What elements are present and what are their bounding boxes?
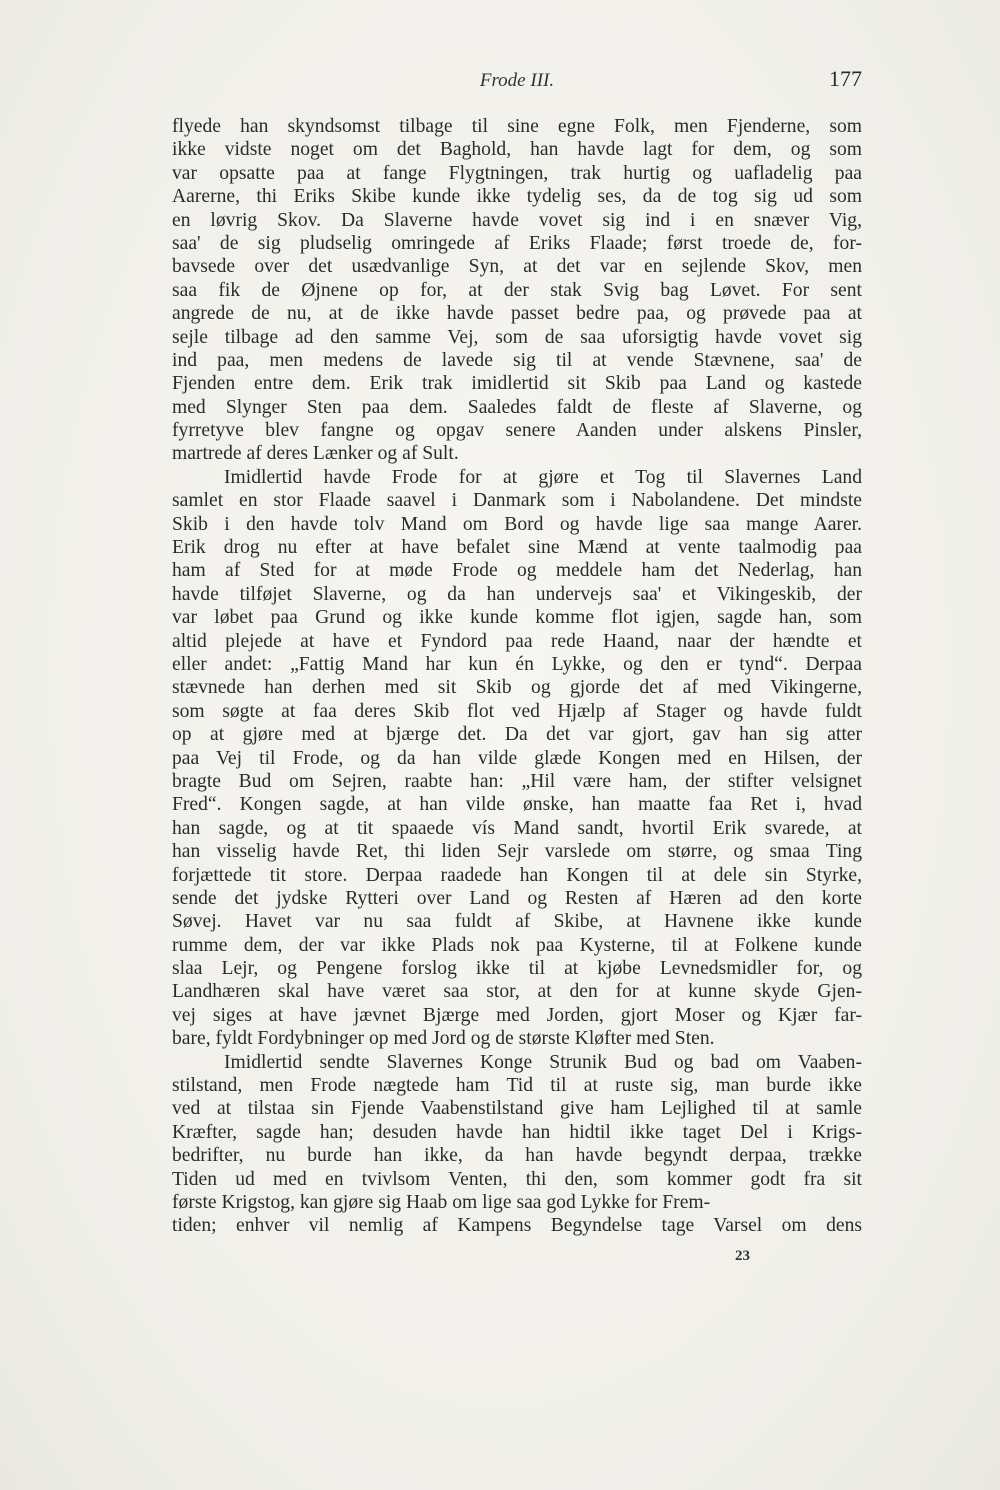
text-line: ham af Sted for at møde Frode og meddele ham det Nederlag, han — [172, 560, 862, 582]
text-line: første Krigstog, kan gjøre sig Haab om lige saa god Lykke for Frem- — [172, 1191, 711, 1213]
text-line: vej siges at have jævnet Bjærge med Jorden, gjort Moser og Kjær far- — [172, 1004, 862, 1026]
text-line: op at gjøre med at bjærge det. Da det var gjort, gav han sig atter — [172, 724, 862, 746]
text-line: bedrifter, nu burde han ikke, da han havde begyndt derpaa, trække — [172, 1145, 862, 1167]
text-line: sejle tilbage ad den samme Vej, som de saa uforsigtig havde vovet sig — [172, 326, 862, 348]
text-line: martrede af deres Lænker og af Sult. — [172, 443, 459, 465]
text-line: stævnede han derhen med sit Skib og gjorde det af med Vikingerne, — [172, 677, 862, 699]
text-line: flyede han skyndsomst tilbage til sine egne Folk, men Fjenderne, som — [172, 116, 862, 137]
text-line: saa' de sig pludselig omringede af Eriks Flaade; først troede de, for- — [172, 232, 862, 254]
text-line: med Slynger Sten paa dem. Saaledes faldt de fleste af Slaverne, og — [172, 396, 862, 418]
page-number: 177 — [829, 66, 862, 91]
body-text — [172, 115, 862, 1238]
text-line: Imidlertid havde Frode for at gjøre et Tog til Slavernes Land — [224, 466, 862, 488]
text-line: Imidlertid sendte Slavernes Konge Strunik Bud og bad om Vaaben- — [224, 1051, 862, 1073]
text-line: var opsatte paa at fange Flygtningen, trak hurtig og uafladelig paa — [172, 162, 862, 184]
running-head — [172, 66, 862, 96]
text-line: Fjenden entre dem. Erik trak imidlertid sit Skib paa Land og kastede — [172, 373, 862, 395]
text-line: paa Vej til Frode, og da han vilde glæde Kongen med en Hilsen, der — [172, 747, 862, 769]
text-line: ind paa, men medens de lavede sig til at vende Stævnene, saa' de — [172, 349, 862, 371]
text-line: angrede de nu, at de ikke havde passet bedre paa, og prøvede paa at — [172, 303, 862, 325]
text-line: forjættede tit store. Derpaa raadede han Kongen til at dele sin Styrke, — [172, 864, 862, 886]
text-line: slaa Lejr, og Pengene forslog ikke til at kjøbe Levnedsmidler for, og — [172, 958, 862, 980]
text-line: Aarerne, thi Eriks Skibe kunde ikke tydelig ses, da de tog sig ud som — [172, 186, 862, 208]
text-line: han sagde, og at tit spaaede vís Mand sandt, hvortil Erik svarede, at — [172, 817, 862, 839]
text-line: bragte Bud om Sejren, raabte han: „Hil være ham, der stifter velsignet — [172, 770, 862, 792]
text-line: bavsede over det usædvanlige Syn, at det var en sejlende Skov, men — [172, 256, 862, 278]
text-line: saa fik de Øjnene op for, at der stak Svig bag Løvet. For sent — [172, 279, 862, 301]
text-line: samlet en stor Flaade saavel i Danmark som i Nabolandene. Det mindste — [172, 490, 862, 512]
text-line: Erik drog nu efter at have befalet sine Mænd at vente taalmodig paa — [172, 537, 862, 559]
text-line: som søgte at faa deres Skib flot ved Hjælp af Stager og havde fuldt — [172, 700, 862, 722]
text-line: Tiden ud med en tvivlsom Venten, thi den, som kommer godt fra sit — [172, 1168, 862, 1190]
text-line: havde tilføjet Slaverne, og da han undervejs saa' et Vikingeskib, der — [172, 583, 862, 605]
text-line: bare, fyldt Fordybninger op med Jord og de største Kløfter med Sten. — [172, 1028, 715, 1050]
text-line: tiden; enhver vil nemlig af Kampens Begyndelse tage Varsel om dens — [172, 1215, 862, 1237]
text-line: ikke vidste noget om det Baghold, han havde lagt for dem, og som — [172, 139, 862, 161]
text-line: en løvrig Skov. Da Slaverne havde vovet sig ind i en snæver Vig, — [172, 209, 862, 231]
text-line: Kræfter, sagde han; desuden havde han hidtil ikke taget Del i Krigs- — [172, 1121, 862, 1143]
text-line: stilstand, men Frode nægtede ham Tid til at ruste sig, man burde ikke — [172, 1075, 862, 1097]
text-line: rumme dem, der var ikke Plads nok paa Kysterne, til at Folkene kunde — [172, 934, 862, 956]
running-head-title: Frode III. — [479, 70, 555, 91]
text-line: Landhæren skal have været saa stor, at den for at kunne skyde Gjen- — [172, 981, 862, 1003]
text-line: Søvej. Havet var nu saa fuldt af Skibe, at Havnene ikke kunde — [172, 911, 862, 933]
text-line: ved at tilstaa sin Fjende Vaabenstilstand give ham Lejlighed til at samle — [172, 1098, 862, 1120]
text-line: altid plejede at have et Fyndord paa rede Haand, naar der hændte et — [172, 630, 862, 652]
text-line: Skib i den havde tolv Mand om Bord og havde lige saa mange Aarer. — [172, 513, 862, 535]
text-line: fyrretyve blev fangne og opgav senere Aanden under alskens Pinsler, — [172, 420, 862, 442]
text-line: eller andet: „Fattig Mand har kun én Lykke, og den er tynd“. Derpaa — [172, 653, 862, 675]
signature-mark: 23 — [735, 1248, 750, 1264]
text-line: sende det jydske Rytteri over Land og Resten af Hæren ad den korte — [172, 887, 862, 909]
text-line: han visselig havde Ret, thi liden Sejr varslede om større, og smaa Ting — [172, 841, 862, 863]
text-line: var løbet paa Grund og ikke kunde komme flot igjen, sagde han, som — [172, 607, 862, 629]
text-line: Fred“. Kongen sagde, at han vilde ønske, han maatte faa Ret i, hvad — [172, 794, 862, 816]
